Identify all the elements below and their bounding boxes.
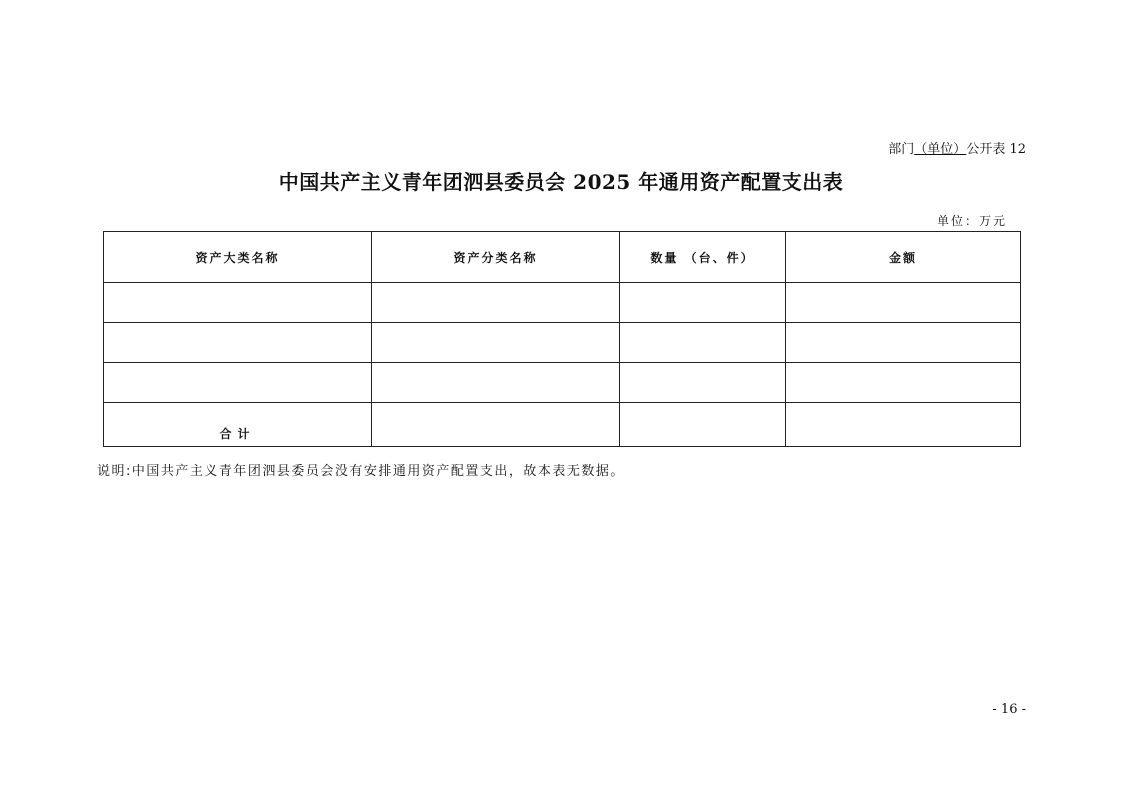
column-header-amount: 金额 [786,232,1021,283]
table-cell [104,363,372,403]
unit-label: 单位：万元 [936,214,1007,228]
total-label: 合计 [104,403,372,447]
column-header-asset-category: 资产大类名称 [104,232,372,283]
table-cell [620,323,786,363]
explanation-note: 说明:中国共产主义青年团泗县委员会没有安排通用资产配置支出，故本表无数据。 [97,464,625,479]
form-prefix: 部门 [888,142,915,157]
table-cell [620,283,786,323]
table-row [104,363,1021,403]
table-row [104,283,1021,323]
table-cell [786,363,1021,403]
document-title: 中国共产主义青年团泗县委员会 2025 年通用资产配置支出表 [278,170,844,194]
form-unit: （单位） [914,142,967,157]
total-cell [786,403,1021,447]
table-cell [786,283,1021,323]
table-cell [620,363,786,403]
column-header-asset-subcategory: 资产分类名称 [372,232,620,283]
page-number: - 16 - [992,702,1026,717]
table-cell [372,283,620,323]
asset-expenditure-table [103,231,1021,447]
table-row [104,323,1021,363]
column-header-quantity: 数量 （台、件） [620,232,786,283]
table-cell [104,283,372,323]
total-cell [620,403,786,447]
table-cell [372,363,620,403]
table-cell [104,323,372,363]
table-cell [372,323,620,363]
form-number-label [888,138,1026,157]
table-cell [786,323,1021,363]
table-header-row [104,232,1021,283]
total-cell [372,403,620,447]
form-suffix: 公开表 12 [966,142,1026,157]
total-row [104,403,1021,447]
